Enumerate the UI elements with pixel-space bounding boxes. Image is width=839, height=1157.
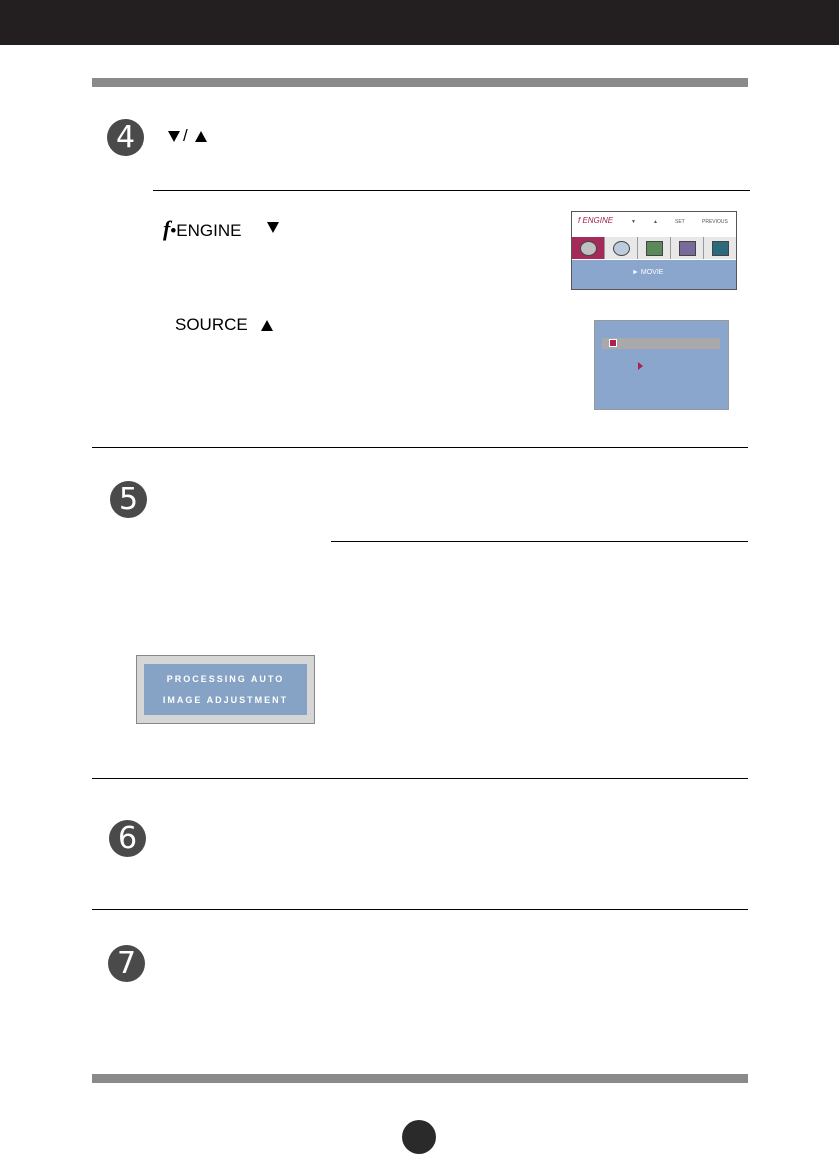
osd-mode-icons <box>572 237 736 259</box>
osd-control-previous: PREVIOUS <box>702 219 728 225</box>
source-osd-menu <box>594 320 729 410</box>
normal-mode-icon <box>671 237 704 259</box>
movie-mode-icon <box>572 237 605 259</box>
pointer-arrow-icon <box>638 362 643 370</box>
input-icon <box>609 339 617 347</box>
osd-title: f ENGINE <box>578 216 614 225</box>
top-divider <box>92 78 748 87</box>
down-arrow-icon <box>168 131 180 142</box>
down-arrow-icon <box>267 222 279 233</box>
fengine-text: •ENGINE <box>170 221 242 240</box>
step-7-number: 7 <box>108 945 145 982</box>
osd-control-up: ▲ <box>653 219 658 225</box>
processing-line-2: IMAGE ADJUSTMENT <box>162 695 289 705</box>
fengine-osd-menu <box>571 211 737 290</box>
processing-message <box>144 664 307 715</box>
step-5-number: 5 <box>110 481 147 518</box>
step-4-number: 4 <box>107 119 144 156</box>
osd-mode-label <box>572 260 736 289</box>
step-5-divider <box>331 541 748 542</box>
arrow-separator: / <box>183 126 188 145</box>
processing-auto-box <box>136 655 315 724</box>
osd-control-set: SET <box>675 219 685 225</box>
user-mode-icon <box>704 237 736 259</box>
picture-mode-icon <box>638 237 671 259</box>
osd-mode-text: ► MOVIE <box>632 269 664 276</box>
bottom-divider <box>92 1074 748 1083</box>
source-selected-row <box>602 338 720 349</box>
source-button-label: SOURCE <box>175 315 248 334</box>
osd-header <box>572 212 736 234</box>
fengine-button-label <box>163 216 241 242</box>
page-number-badge <box>402 1120 436 1154</box>
section-divider-5 <box>92 778 748 779</box>
processing-line-1: PROCESSING AUTO <box>166 674 285 684</box>
header-bar <box>0 0 839 45</box>
step-6-number: 6 <box>109 820 146 857</box>
up-arrow-icon <box>195 131 207 142</box>
fengine-f-mark: f <box>163 216 171 241</box>
step-4-divider <box>153 190 750 191</box>
section-divider-4 <box>92 447 748 448</box>
osd-control-down: ▼ <box>631 219 636 225</box>
up-arrow-icon <box>261 320 273 331</box>
internet-mode-icon <box>605 237 638 259</box>
section-divider-6 <box>92 909 748 910</box>
